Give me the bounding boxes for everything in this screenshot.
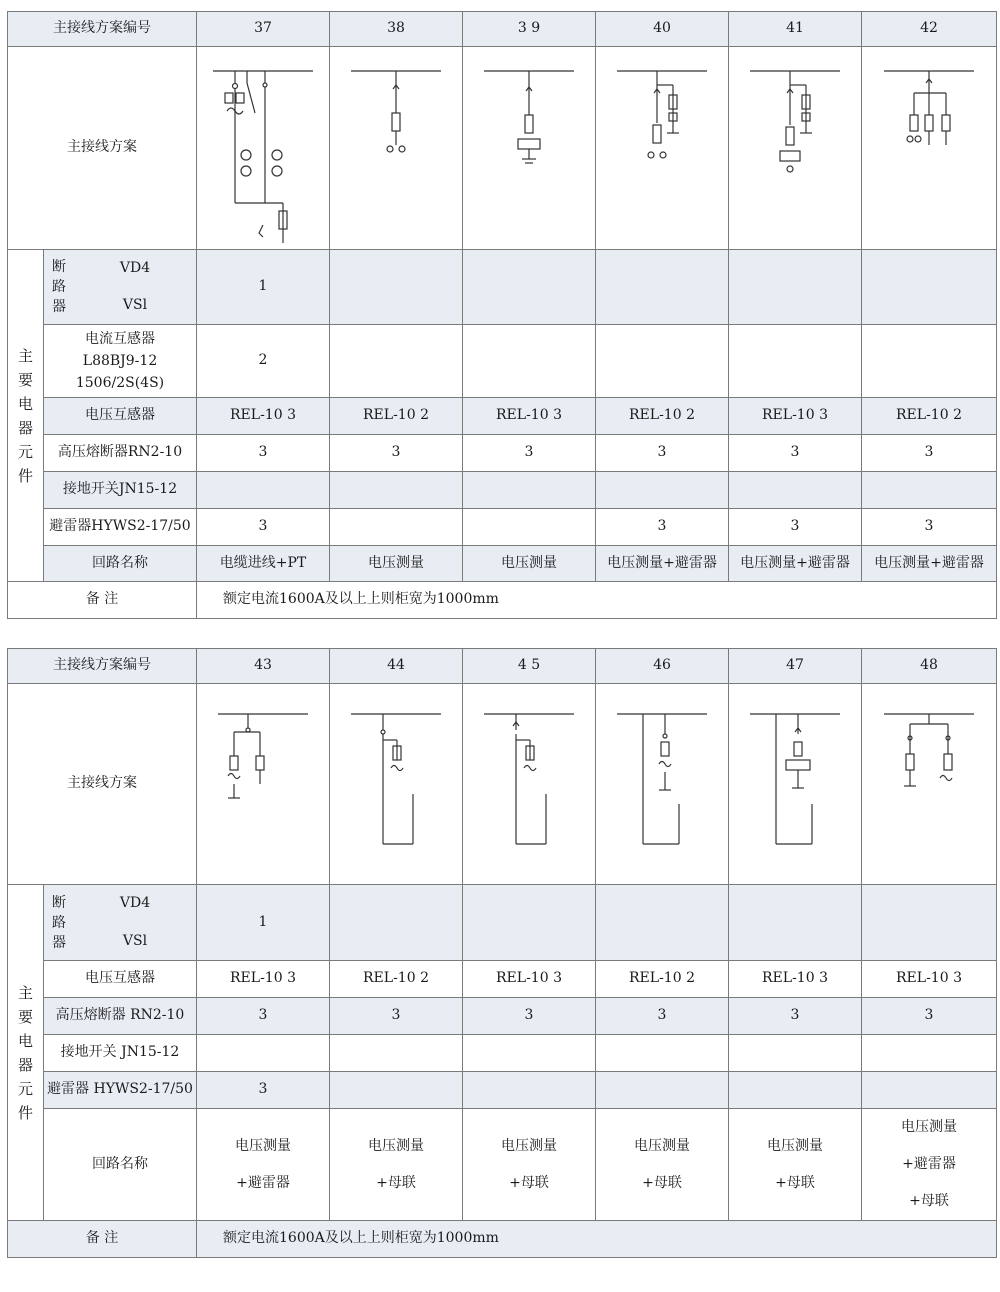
- circuit-value: 电压测量 +避雷器: [197, 1109, 330, 1221]
- breaker-value: 1: [197, 250, 330, 325]
- earth-switch-value: [596, 1035, 729, 1072]
- earth-switch-value: [330, 1035, 463, 1072]
- fuse-value: 3: [197, 998, 330, 1035]
- arrester-value: [729, 1072, 862, 1109]
- breaker-type-vsl: VSl: [122, 932, 148, 949]
- fuse-value: 3: [197, 435, 330, 472]
- fuse-value: 3: [330, 435, 463, 472]
- remark-label: 备 注: [8, 1221, 197, 1258]
- ct-value: [729, 325, 862, 398]
- breaker-label: 断 路 器 VD4 VSl: [44, 250, 197, 325]
- vt-row: [8, 961, 997, 998]
- scheme-number: 47: [729, 649, 862, 684]
- scheme-number: 48: [862, 649, 997, 684]
- scheme-number: 43: [197, 649, 330, 684]
- circuit-label: 回路名称: [44, 546, 197, 582]
- wiring-diagram-40: [596, 47, 729, 250]
- scheme-number: 4 5: [463, 649, 596, 684]
- scheme-number: 37: [197, 12, 330, 47]
- vt-value: REL-10 2: [330, 961, 463, 998]
- circuit-row: [8, 546, 997, 582]
- fuse-label: 高压熔断器RN2-10: [44, 435, 197, 472]
- earth-switch-value: [197, 1035, 330, 1072]
- vt-value: REL-10 3: [197, 398, 330, 435]
- header-label: 主接线方案编号: [8, 12, 197, 47]
- fuse-value: 3: [596, 998, 729, 1035]
- breaker-value: [596, 885, 729, 961]
- breaker-value: [330, 250, 463, 325]
- ct-row: [8, 325, 997, 398]
- wiring-diagram-39: [463, 47, 596, 250]
- header-row: [8, 649, 997, 684]
- diagram-row: [8, 684, 997, 885]
- breaker-value: [729, 250, 862, 325]
- circuit-value: 电缆进线+PT: [197, 546, 330, 582]
- earth-switch-value: [729, 472, 862, 509]
- breaker-value: [596, 250, 729, 325]
- header-row: [8, 12, 997, 47]
- circuit-value: 电压测量 +母联: [596, 1109, 729, 1221]
- scheme-number: 3 9: [463, 12, 596, 47]
- arrester-value: [330, 1072, 463, 1109]
- arrester-label: 避雷器 HYWS2-17/50: [44, 1072, 197, 1109]
- scheme-table-2: [7, 648, 997, 1258]
- arrester-value: [463, 1072, 596, 1109]
- ct-value: [330, 325, 463, 398]
- arrester-row: [8, 1072, 997, 1109]
- main-components-label: 主 要 电 器 元 件: [8, 885, 44, 1221]
- earth-switch-value: [729, 1035, 862, 1072]
- fuse-value: 3: [729, 435, 862, 472]
- wiring-diagram-46: [596, 684, 729, 885]
- arrester-value: [596, 1072, 729, 1109]
- remark-row: [8, 582, 997, 619]
- vt-value: REL-10 3: [729, 398, 862, 435]
- wiring-diagram-44: [330, 684, 463, 885]
- breaker-row: [8, 250, 997, 325]
- circuit-value: 电压测量 +母联: [463, 1109, 596, 1221]
- breaker-type-vd4: VD4: [119, 259, 151, 276]
- remark-label: 备 注: [8, 582, 197, 619]
- vt-value: REL-10 3: [862, 961, 997, 998]
- vt-label: 电压互感器: [44, 961, 197, 998]
- scheme-table-1: [7, 11, 997, 619]
- fuse-value: 3: [862, 998, 997, 1035]
- circuit-value: 电压测量 +母联: [330, 1109, 463, 1221]
- earth-switch-value: [862, 1035, 997, 1072]
- wiring-diagram-42: [862, 47, 997, 250]
- vt-value: REL-10 2: [596, 961, 729, 998]
- circuit-value: 电压测量 +母联: [729, 1109, 862, 1221]
- breaker-label: 断 路 器 VD4 VSl: [44, 885, 197, 961]
- earth-switch-value: [862, 472, 997, 509]
- earth-switch-value: [463, 472, 596, 509]
- ct-label: 电流互感器 L88BJ9-12 1506/2S(4S): [44, 325, 197, 398]
- vt-value: REL-10 2: [596, 398, 729, 435]
- vt-value: REL-10 2: [862, 398, 997, 435]
- fuse-value: 3: [463, 998, 596, 1035]
- breaker-value: [463, 250, 596, 325]
- earth-switch-value: [197, 472, 330, 509]
- scheme-label: 主接线方案: [8, 684, 197, 885]
- arrester-value: 3: [862, 509, 997, 546]
- earth-switch-value: [330, 472, 463, 509]
- remark-row: [8, 1221, 997, 1258]
- scheme-number: 42: [862, 12, 997, 47]
- fuse-value: 3: [729, 998, 862, 1035]
- scheme-number: 44: [330, 649, 463, 684]
- wiring-diagram-37: [197, 47, 330, 250]
- breaker-value: [463, 885, 596, 961]
- arrester-value: [463, 509, 596, 546]
- circuit-label: 回路名称: [44, 1109, 197, 1221]
- circuit-value: 电压测量+避雷器: [729, 546, 862, 582]
- breaker-value: [862, 885, 997, 961]
- diagram-row: [8, 47, 997, 250]
- earth-switch-row: [8, 1035, 997, 1072]
- breaker-type-vsl: VSl: [122, 296, 148, 313]
- main-components-label: 主 要 电 器 元 件: [8, 250, 44, 582]
- earth-switch-value: [596, 472, 729, 509]
- arrester-value: [330, 509, 463, 546]
- ct-value: [596, 325, 729, 398]
- earth-switch-label: 接地开关 JN15-12: [44, 1035, 197, 1072]
- vt-value: REL-10 3: [729, 961, 862, 998]
- circuit-value: 电压测量+避雷器: [862, 546, 997, 582]
- circuit-value: 电压测量 +避雷器 +母联: [862, 1109, 997, 1221]
- vt-value: REL-10 3: [463, 961, 596, 998]
- breaker-value: 1: [197, 885, 330, 961]
- wiring-diagram-43: [197, 684, 330, 885]
- breaker-value: [729, 885, 862, 961]
- earth-switch-value: [463, 1035, 596, 1072]
- arrester-label: 避雷器HYWS2-17/50: [44, 509, 197, 546]
- remark-text: 额定电流1600A及以上上则柜宽为1000mm: [197, 582, 997, 619]
- fuse-value: 3: [862, 435, 997, 472]
- breaker-row: [8, 885, 997, 961]
- arrester-value: 3: [729, 509, 862, 546]
- earth-switch-row: [8, 472, 997, 509]
- vt-row: [8, 398, 997, 435]
- circuit-value: 电压测量: [330, 546, 463, 582]
- wiring-diagram-38: [330, 47, 463, 250]
- vt-value: REL-10 3: [463, 398, 596, 435]
- circuit-value: 电压测量: [463, 546, 596, 582]
- ct-value: 2: [197, 325, 330, 398]
- arrester-value: 3: [596, 509, 729, 546]
- fuse-value: 3: [330, 998, 463, 1035]
- circuit-value: 电压测量+避雷器: [596, 546, 729, 582]
- ct-value: [463, 325, 596, 398]
- wiring-diagram-45: [463, 684, 596, 885]
- circuit-row: [8, 1109, 997, 1221]
- wiring-diagram-47: [729, 684, 862, 885]
- remark-text: 额定电流1600A及以上上则柜宽为1000mm: [197, 1221, 997, 1258]
- breaker-value: [330, 885, 463, 961]
- breaker-type-vd4: VD4: [119, 895, 151, 911]
- fuse-value: 3: [596, 435, 729, 472]
- vt-value: REL-10 3: [197, 961, 330, 998]
- fuse-row: [8, 435, 997, 472]
- fuse-row: [8, 998, 997, 1035]
- vt-value: REL-10 2: [330, 398, 463, 435]
- scheme-label: 主接线方案: [8, 47, 197, 250]
- vt-label: 电压互感器: [44, 398, 197, 435]
- earth-switch-label: 接地开关JN15-12: [44, 472, 197, 509]
- arrester-value: [862, 1072, 997, 1109]
- wiring-diagram-48: [862, 684, 997, 885]
- header-label: 主接线方案编号: [8, 649, 197, 684]
- arrester-value: 3: [197, 509, 330, 546]
- arrester-value: 3: [197, 1072, 330, 1109]
- breaker-value: [862, 250, 997, 325]
- scheme-number: 46: [596, 649, 729, 684]
- fuse-label: 高压熔断器 RN2-10: [44, 998, 197, 1035]
- scheme-number: 38: [330, 12, 463, 47]
- ct-value: [862, 325, 997, 398]
- arrester-row: [8, 509, 997, 546]
- wiring-diagram-41: [729, 47, 862, 250]
- fuse-value: 3: [463, 435, 596, 472]
- scheme-number: 41: [729, 12, 862, 47]
- scheme-number: 40: [596, 12, 729, 47]
